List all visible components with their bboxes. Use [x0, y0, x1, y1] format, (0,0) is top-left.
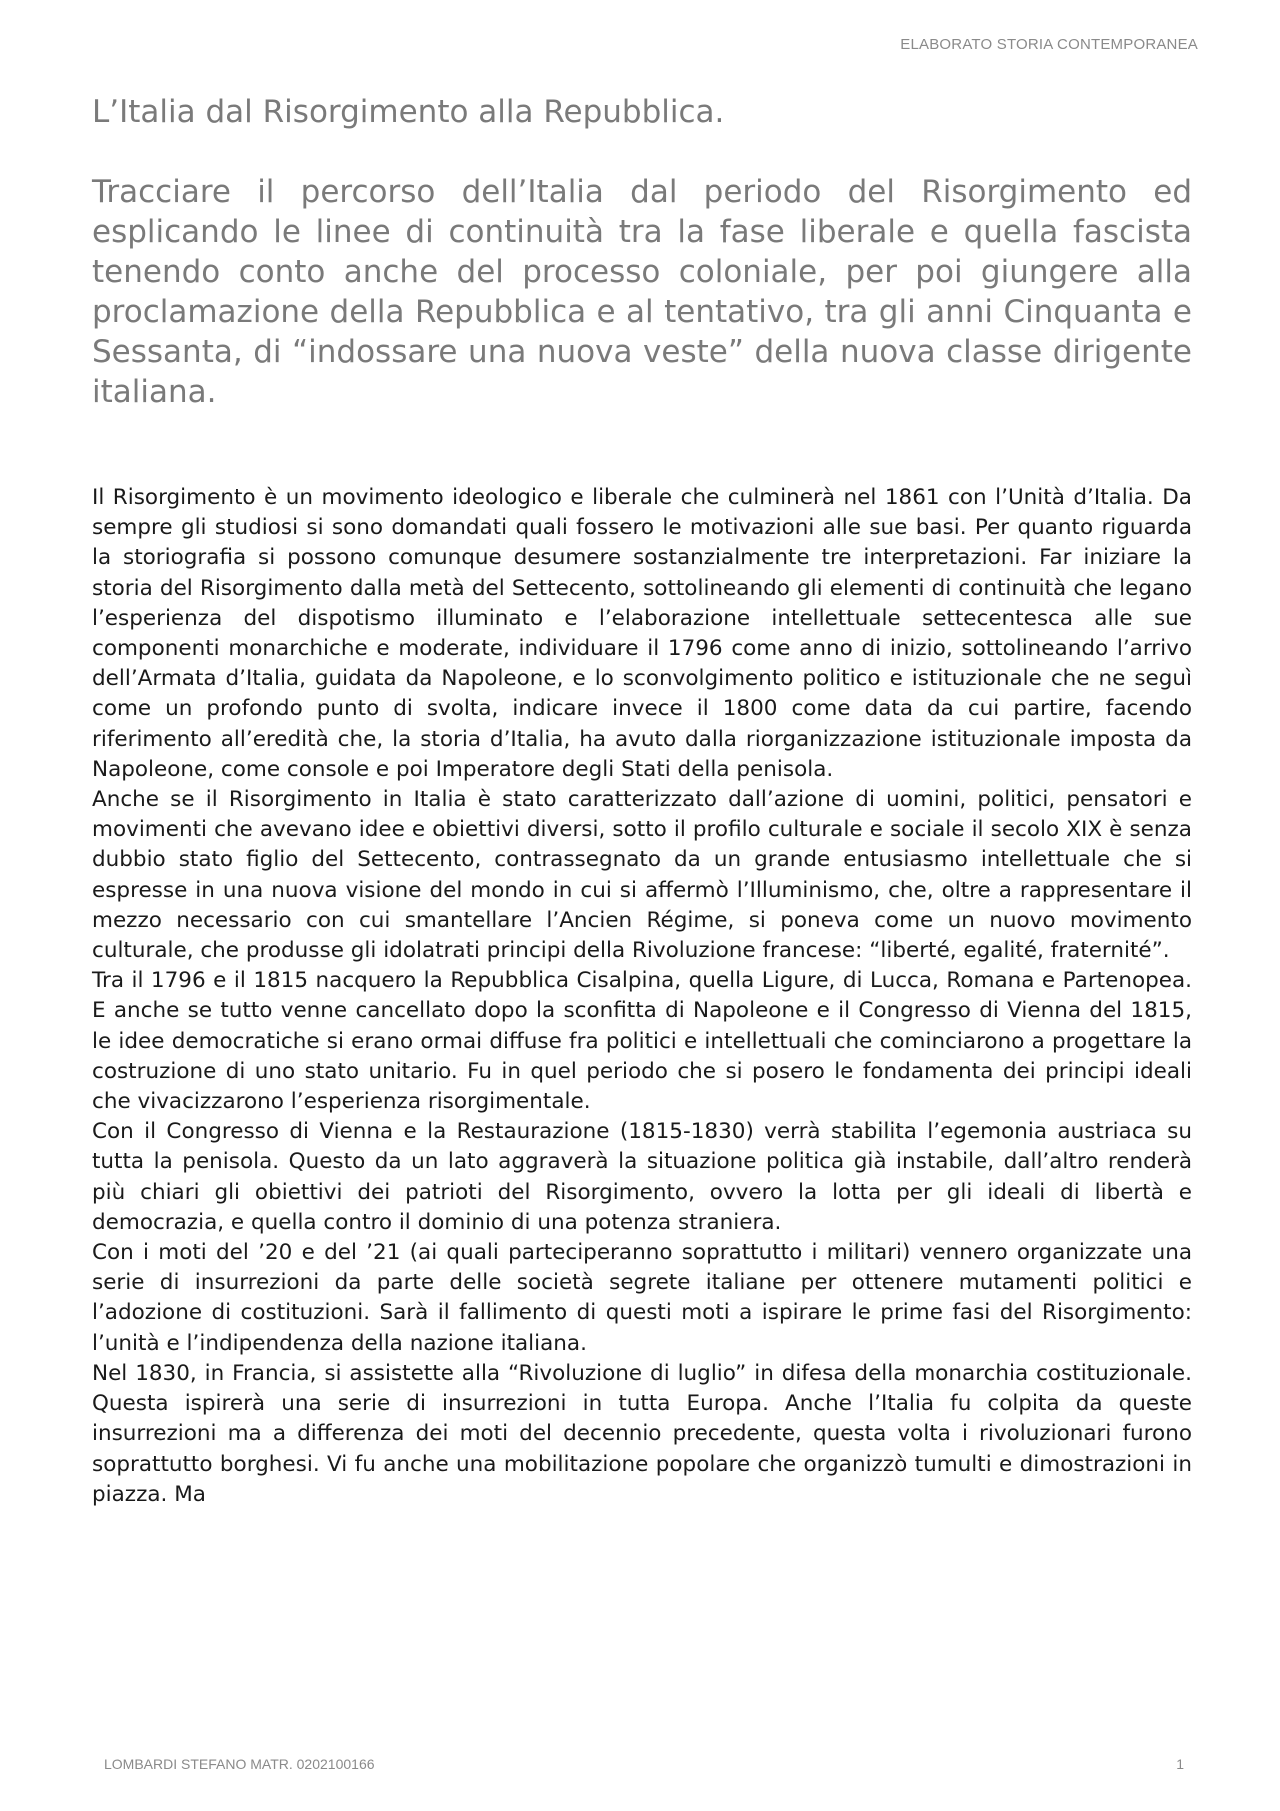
paragraph: Con i moti del ’20 e del ’21 (ai quali parteciperanno soprattutto i militari) vennero organizzate una serie di insurrezioni da parte delle società segrete italiane per ottenere mutamenti politici e l’adozione di costituzioni. Sarà il fallimento di questi moti a ispirare le prime fasi del Risorgimento: l’unità e l’indipendenza della nazione italiana. — [92, 1240, 1192, 1356]
paragraph: Anche se il Risorgimento in Italia è stato caratterizzato dall’azione di uomini, politici, pensatori e movimenti che avevano idee e obiettivi diversi, sotto il profilo culturale e sociale il secolo XIX è senza dubbio stato figlio del Settecento, contrassegnato da un grande entusiasmo intellettuale che si espresse in una nuova visione del mondo in cui si affermò l’Illuminismo, che, oltre a rappresentare il mezzo necessario con cui smantellare l’Ancien Régime, si poneva come un nuovo movimento culturale, che produsse gli idolatrati principi della Rivoluzione francese: “liberté, egalité, fraternité”. — [92, 787, 1192, 964]
paragraph: Con il Congresso di Vienna e la Restaurazione (1815-1830) verrà stabilita l’egemonia austriaca su tutta la penisola. Questo da un lato aggraverà la situazione politica già instabile, dall’altro renderà più chiari gli obiettivi dei patrioti del Risorgimento, ovvero la lotta per gli ideali di libertà e democrazia, e quella contro il dominio di una potenza straniera. — [92, 1119, 1192, 1235]
document-subtitle: Tracciare il percorso dell’Italia dal periodo del Risorgimento ed esplicando le linee di continuità tra la fase liberale e quella fascista tenendo conto anche del processo coloniale, per poi giungere alla proclamazione della Repubblica e al tentativo, tra gli anni Cinquanta e Sessanta, di “indossare una nuova veste” della nuova classe dirigente italiana. — [92, 174, 1192, 410]
footer-author: LOMBARDI STEFANO MATR. 0202100166 — [104, 1756, 375, 1772]
running-header: ELABORATO STORIA CONTEMPORANEA — [900, 36, 1198, 53]
paragraph: Il Risorgimento è un movimento ideologico e liberale che culminerà nel 1861 con l’Unità d’Italia. Da sempre gli studiosi si sono domandati quali fossero le motivazioni alle sue basi. Per quanto riguarda la storiografia si possono comunque desumere sostanzialmente tre interpretazioni. Far iniziare la storia del Risorgimento dalla metà del Settecento, sottolineando gli elementi di continuità che legano l’esperienza del dispotismo illuminato e l’elaborazione intellettuale settecentesca alle sue componenti monarchiche e moderate, individuare il 1796 come anno di inizio, sottolineando l’arrivo dell’Armata d’Italia, guidata da Napoleone, e lo sconvolgimento politico e istituzionale che ne seguì come un profondo punto di svolta, indicare invece il 1800 come data da cui partire, facendo riferimento all’eredità che, la storia d’Italia, ha avuto dalla riorganizzazione istituzionale imposta da Napoleone, come console e poi Imperatore degli Stati della penisola. — [92, 485, 1192, 782]
document-title: L’Italia dal Risorgimento alla Repubblica. — [92, 94, 725, 130]
paragraph: Tra il 1796 e il 1815 nacquero la Repubblica Cisalpina, quella Ligure, di Lucca, Romana e Partenopea. E anche se tutto venne cancellato dopo la sconfitta di Napoleone e il Congresso di Vienna del 1815, le idee democratiche si erano ormai diffuse fra politici e intellettuali che cominciarono a progettare la costruzione di uno stato unitario. Fu in quel periodo che si posero le fondamenta dei principi ideali che vivacizzarono l’esperienza risorgimentale. — [92, 968, 1192, 1115]
paragraph: Nel 1830, in Francia, si assistette alla “Rivoluzione di luglio” in difesa della monarchia costituzionale. Questa ispirerà una serie di insurrezioni in tutta Europa. Anche l’Italia fu colpita da queste insurrezioni ma a differenza dei moti del decennio precedente, questa volta i rivoluzionari furono soprattutto borghesi. Vi fu anche una mobilitazione popolare che organizzò tumulti e dimostrazioni in piazza. Ma — [92, 1360, 1192, 1507]
page-number: 1 — [1176, 1756, 1184, 1772]
body-text — [92, 483, 1192, 1510]
